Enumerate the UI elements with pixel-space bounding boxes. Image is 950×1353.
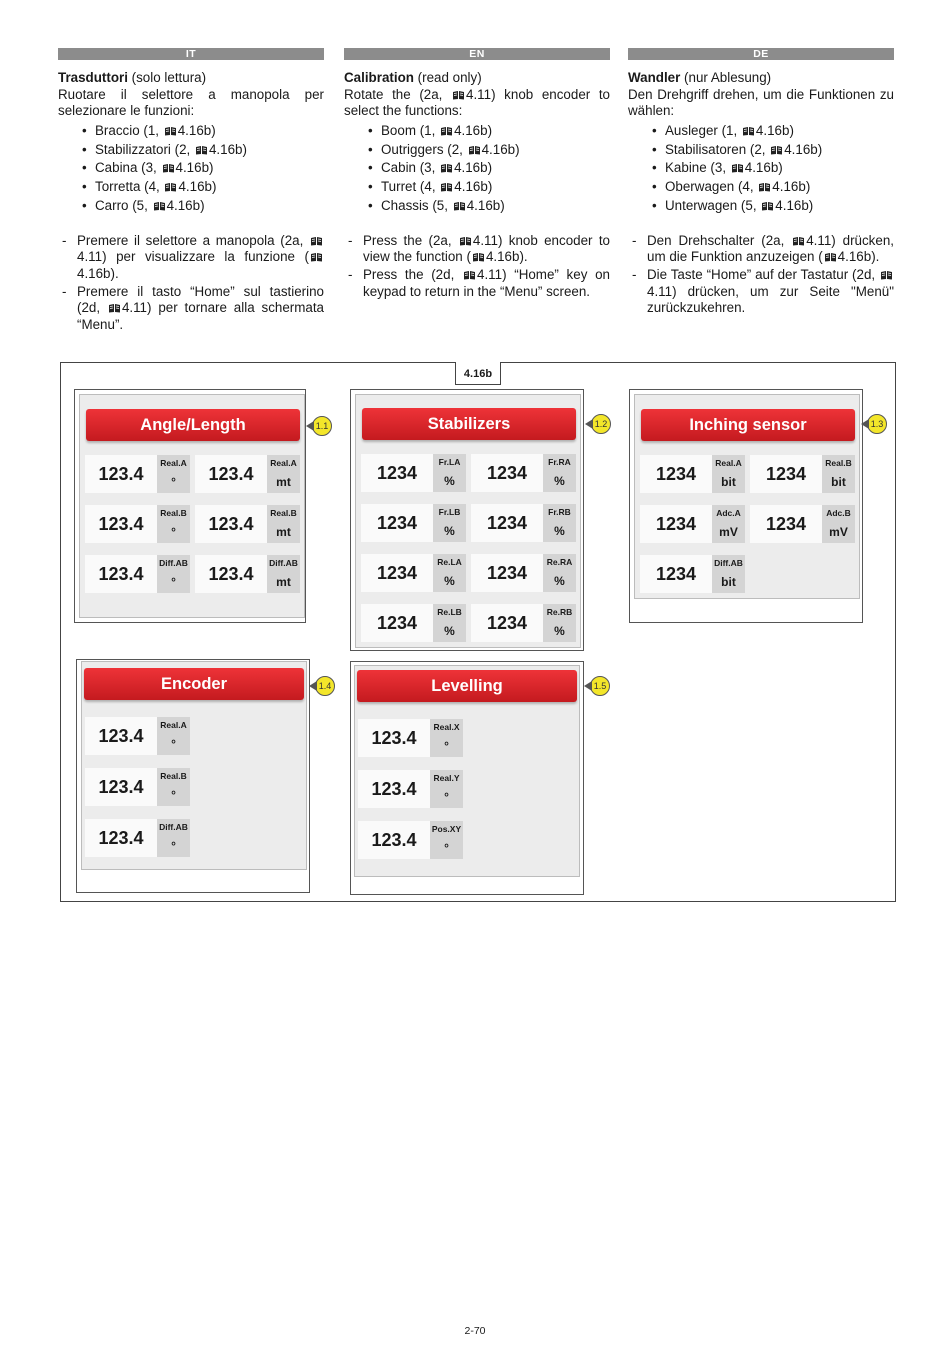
list-item: • Outriggers (2, 4.16b) xyxy=(368,141,610,160)
value-readout: 1234 xyxy=(471,504,543,542)
function-list xyxy=(58,122,324,216)
value-tag: Real.B ° xyxy=(157,768,190,806)
value-tag: Diff.AB ° xyxy=(157,819,190,857)
function-list xyxy=(344,122,610,216)
value-readout: 1234 xyxy=(361,454,433,492)
value-readout: 123.4 xyxy=(358,770,430,808)
value-tag: Real.B bit xyxy=(822,455,855,493)
column-header: DE xyxy=(628,48,894,60)
list-item: • Stabilizzatori (2, 4.16b) xyxy=(82,141,324,160)
screen-inching-sensor xyxy=(634,394,860,599)
value-readout: 123.4 xyxy=(85,505,157,543)
book-icon xyxy=(162,163,175,173)
section-title: Trasduttori (solo lettura) xyxy=(58,70,207,85)
list-item: • Unterwagen (5, 4.16b) xyxy=(652,197,894,216)
book-icon xyxy=(453,201,466,211)
value-tag: Re.RA % xyxy=(543,554,576,592)
value-tag: Diff.AB bit xyxy=(712,555,745,593)
instruction-list xyxy=(628,233,894,317)
callout-badge: 1.4 xyxy=(315,676,335,696)
value-readout: 123.4 xyxy=(85,717,157,755)
value-tag: Fr.LB % xyxy=(433,504,466,542)
book-icon xyxy=(880,270,893,280)
intro-text: Ruotare il selettore a manopola per selezionare le funzioni: xyxy=(58,86,324,119)
value-tag: Real.X ° xyxy=(430,719,463,757)
book-icon xyxy=(153,201,166,211)
book-icon xyxy=(742,126,755,136)
value-tag: Real.A ° xyxy=(157,717,190,755)
value-readout: 1234 xyxy=(640,455,712,493)
column-de xyxy=(628,48,894,318)
value-tag: Real.B ° xyxy=(157,505,190,543)
list-item: • Oberwagen (4, 4.16b) xyxy=(652,178,894,197)
intro-text: Den Drehgriff drehen, um die Funktionen zu wählen: xyxy=(628,86,894,119)
screen-title: Levelling xyxy=(357,670,577,702)
book-icon xyxy=(452,90,465,100)
value-readout: 123.4 xyxy=(358,821,430,859)
value-tag: Real.A ° xyxy=(157,455,190,493)
value-readout: 1234 xyxy=(750,455,822,493)
callout-badge: 1.2 xyxy=(591,414,611,434)
list-item: • Kabine (3, 4.16b) xyxy=(652,159,894,178)
section-title: Calibration (read only) xyxy=(344,70,482,85)
value-tag: Fr.RA % xyxy=(543,454,576,492)
value-readout: 1234 xyxy=(361,504,433,542)
function-list xyxy=(628,122,894,216)
value-readout: 1234 xyxy=(471,554,543,592)
instruction-list xyxy=(58,233,324,334)
value-tag: Fr.LA % xyxy=(433,454,466,492)
value-tag: Re.LA % xyxy=(433,554,466,592)
list-item: • Carro (5, 4.16b) xyxy=(82,197,324,216)
value-tag: Diff.AB mt xyxy=(267,555,300,593)
book-icon xyxy=(108,303,121,313)
value-tag: Real.B mt xyxy=(267,505,300,543)
list-item: • Cabina (3, 4.16b) xyxy=(82,159,324,178)
screen-title: Angle/Length xyxy=(86,409,300,441)
column-header: IT xyxy=(58,48,324,60)
book-icon xyxy=(468,145,481,155)
book-icon xyxy=(164,182,177,192)
column-en xyxy=(344,48,610,301)
screen-stabilizers xyxy=(355,394,581,648)
value-tag: Adc.B mV xyxy=(822,505,855,543)
instruction-item: - Den Drehschalter (2a, 4.11) drücken, um die Funktion anzuzeigen ( 4.16b). xyxy=(628,233,894,266)
book-icon xyxy=(824,252,837,262)
intro-text: Rotate the (2a, 4.11) knob encoder to select the functions: xyxy=(344,86,611,119)
value-readout: 123.4 xyxy=(85,819,157,857)
value-readout: 1234 xyxy=(640,555,712,593)
instruction-item: - Press the (2d, 4.11) “Home” key on keypad to return in the “Menu” screen. xyxy=(344,267,610,300)
list-item: • Braccio (1, 4.16b) xyxy=(82,122,324,141)
screen-angle-length xyxy=(79,394,305,618)
book-icon xyxy=(459,236,472,246)
value-readout: 123.4 xyxy=(195,455,267,493)
callout-badge: 1.3 xyxy=(867,414,887,434)
book-icon xyxy=(310,236,323,246)
list-item: • Torretta (4, 4.16b) xyxy=(82,178,324,197)
value-tag: Adc.A mV xyxy=(712,505,745,543)
screen-levelling xyxy=(354,665,580,877)
column-header: EN xyxy=(344,48,610,60)
instruction-item: - Premere il tasto “Home” sul tastierino (2d, 4.11) per tornare alla schermata “Menu”. xyxy=(58,284,324,334)
value-readout: 1234 xyxy=(750,505,822,543)
section-title: Wandler (nur Ablesung) xyxy=(628,70,772,85)
list-item: • Ausleger (1, 4.16b) xyxy=(652,122,894,141)
value-readout: 123.4 xyxy=(85,555,157,593)
book-icon xyxy=(310,252,323,262)
instruction-item: - Press the (2a, 4.11) knob encoder to view the function ( 4.16b). xyxy=(344,233,610,266)
figure-4-16b xyxy=(60,362,896,902)
book-icon xyxy=(463,270,476,280)
screen-title: Stabilizers xyxy=(362,408,576,440)
value-readout: 1234 xyxy=(471,604,543,642)
book-icon xyxy=(731,163,744,173)
value-readout: 1234 xyxy=(361,554,433,592)
book-icon xyxy=(440,126,453,136)
screen-title: Encoder xyxy=(84,668,304,700)
book-icon xyxy=(758,182,771,192)
value-tag: Diff.AB ° xyxy=(157,555,190,593)
list-item: • Cabin (3, 4.16b) xyxy=(368,159,610,178)
instruction-item: - Premere il selettore a manopola (2a, 4.11) per visualizzare la funzione ( 4.16b). xyxy=(58,233,324,283)
book-icon xyxy=(770,145,783,155)
value-readout: 123.4 xyxy=(358,719,430,757)
value-tag: Re.RB % xyxy=(543,604,576,642)
value-readout: 1234 xyxy=(471,454,543,492)
list-item: • Boom (1, 4.16b) xyxy=(368,122,610,141)
book-icon xyxy=(195,145,208,155)
book-icon xyxy=(472,252,485,262)
screen-encoder xyxy=(81,661,307,870)
value-tag: Real.Y ° xyxy=(430,770,463,808)
book-icon xyxy=(440,182,453,192)
page-number: 2-70 xyxy=(464,1325,486,1337)
callout-badge: 1.5 xyxy=(590,676,610,696)
list-item: • Turret (4, 4.16b) xyxy=(368,178,610,197)
value-tag: Real.A bit xyxy=(712,455,745,493)
value-readout: 123.4 xyxy=(195,555,267,593)
column-it xyxy=(58,48,324,334)
value-tag: Re.LB % xyxy=(433,604,466,642)
book-icon xyxy=(792,236,805,246)
callout-badge: 1.1 xyxy=(312,416,332,436)
instruction-list xyxy=(344,233,610,300)
value-readout: 123.4 xyxy=(85,768,157,806)
list-item: • Stabilisatoren (2, 4.16b) xyxy=(652,141,894,160)
instruction-item: - Die Taste “Home” auf der Tastatur (2d, 4.11) drücken, um zur Seite "Menü" zurückzukehren. xyxy=(628,267,894,317)
list-item: • Chassis (5, 4.16b) xyxy=(368,197,610,216)
value-readout: 123.4 xyxy=(195,505,267,543)
screen-title: Inching sensor xyxy=(641,409,855,441)
figure-label: 4.16b xyxy=(455,362,501,385)
value-tag: Fr.RB % xyxy=(543,504,576,542)
book-icon xyxy=(440,163,453,173)
value-tag: Real.A mt xyxy=(267,455,300,493)
book-icon xyxy=(164,126,177,136)
value-readout: 1234 xyxy=(640,505,712,543)
book-icon xyxy=(761,201,774,211)
value-readout: 123.4 xyxy=(85,455,157,493)
value-tag: Pos.XY ° xyxy=(430,821,463,859)
value-readout: 1234 xyxy=(361,604,433,642)
